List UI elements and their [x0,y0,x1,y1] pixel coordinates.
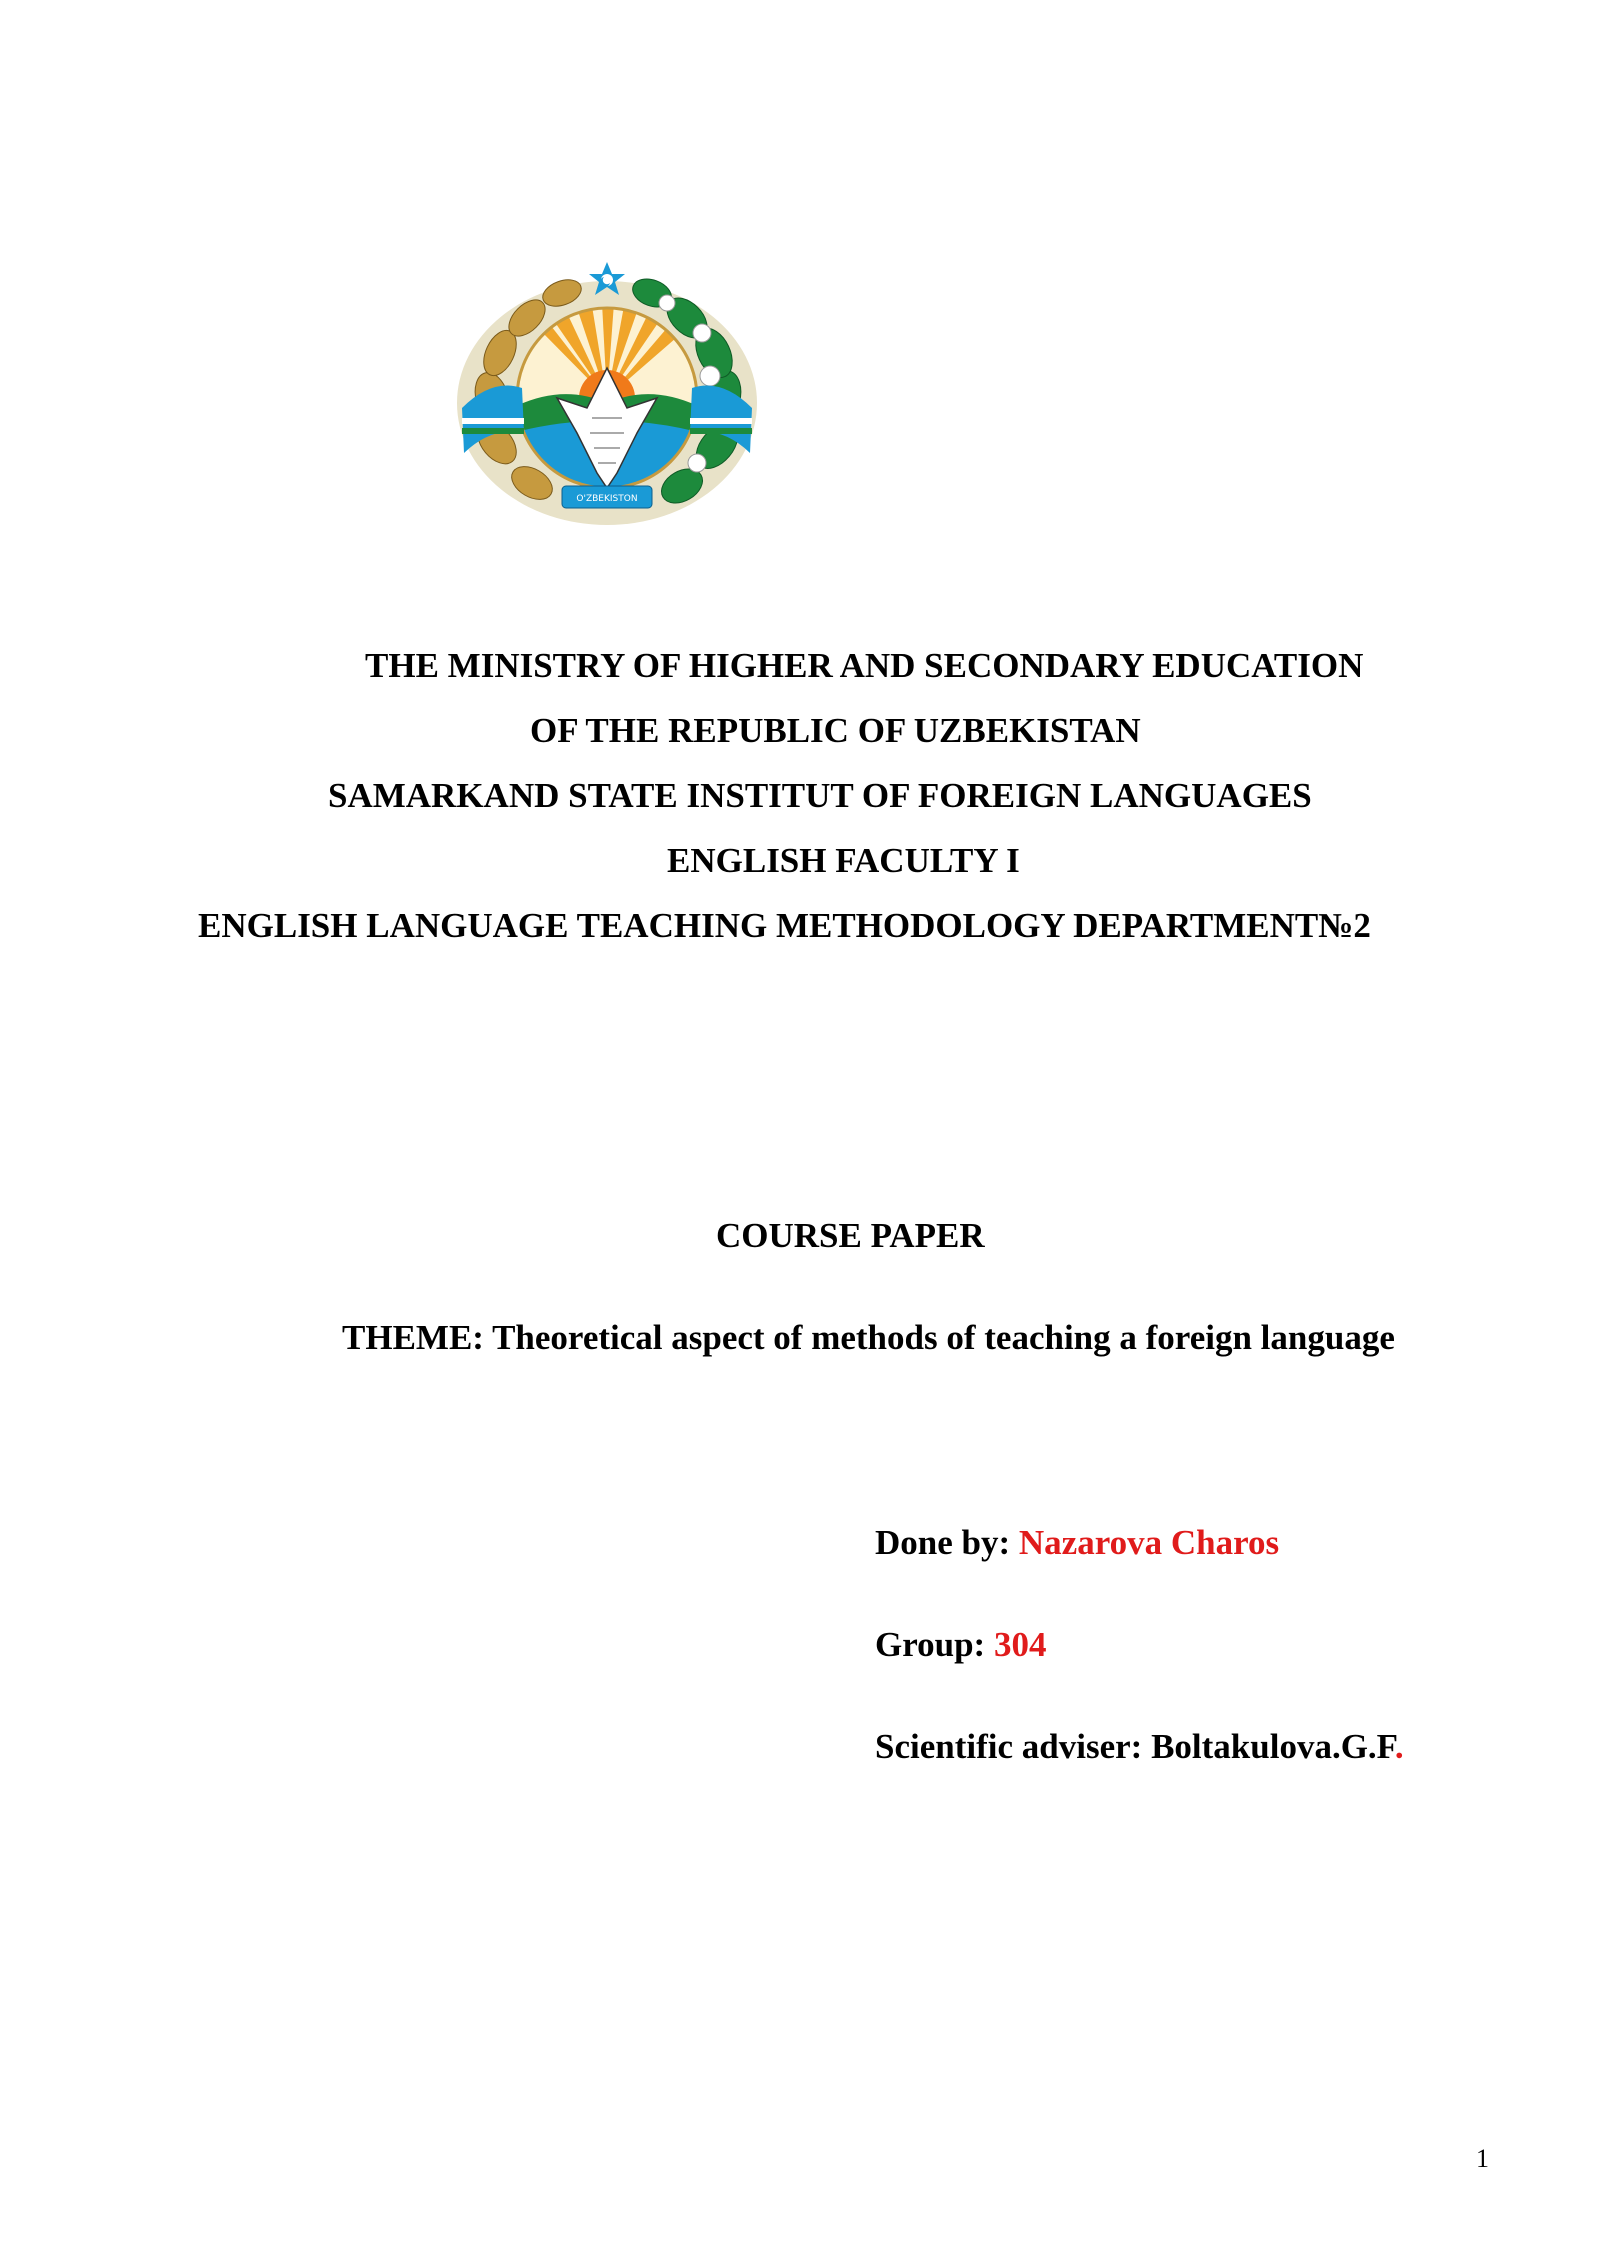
done-by-line [875,1525,1279,1560]
adviser-label: Scientific adviser: [875,1727,1143,1766]
theme-label: THEME: [342,1318,484,1357]
uzbekistan-state-emblem-icon [452,258,762,528]
emblem-ribbon-text: O'ZBEKISTON [576,494,638,504]
page-number: 1 [1476,2144,1489,2173]
adviser-line [875,1729,1404,1764]
header-line-republic: OF THE REPUBLIC OF UZBEKISTAN [530,711,1141,750]
group-value: 304 [993,1625,1047,1664]
adviser-dot: . [1394,1727,1404,1766]
adviser-value: Boltakulova.G.F [1151,1727,1395,1766]
header-line-institute: SAMARKAND STATE INSTITUT OF FOREIGN LANGUAGES [328,776,1312,815]
done-by-label: Done by: [875,1523,1011,1562]
group-label: Group: [875,1625,986,1664]
header-line-department: ENGLISH LANGUAGE TEACHING METHODOLOGY DEPARTMENT№2 [198,906,1371,945]
header-line-ministry: THE MINISTRY OF HIGHER AND SECONDARY EDUCATION [365,646,1364,685]
theme-text: Theoretical aspect of methods of teaching a foreign language [492,1318,1395,1357]
done-by-value: Nazarova Charos [1018,1523,1280,1562]
course-paper-title: COURSE PAPER [716,1216,985,1255]
group-line [875,1627,1046,1662]
theme-line [342,1320,1395,1355]
header-line-faculty: ENGLISH FACULTY I [667,841,1020,880]
